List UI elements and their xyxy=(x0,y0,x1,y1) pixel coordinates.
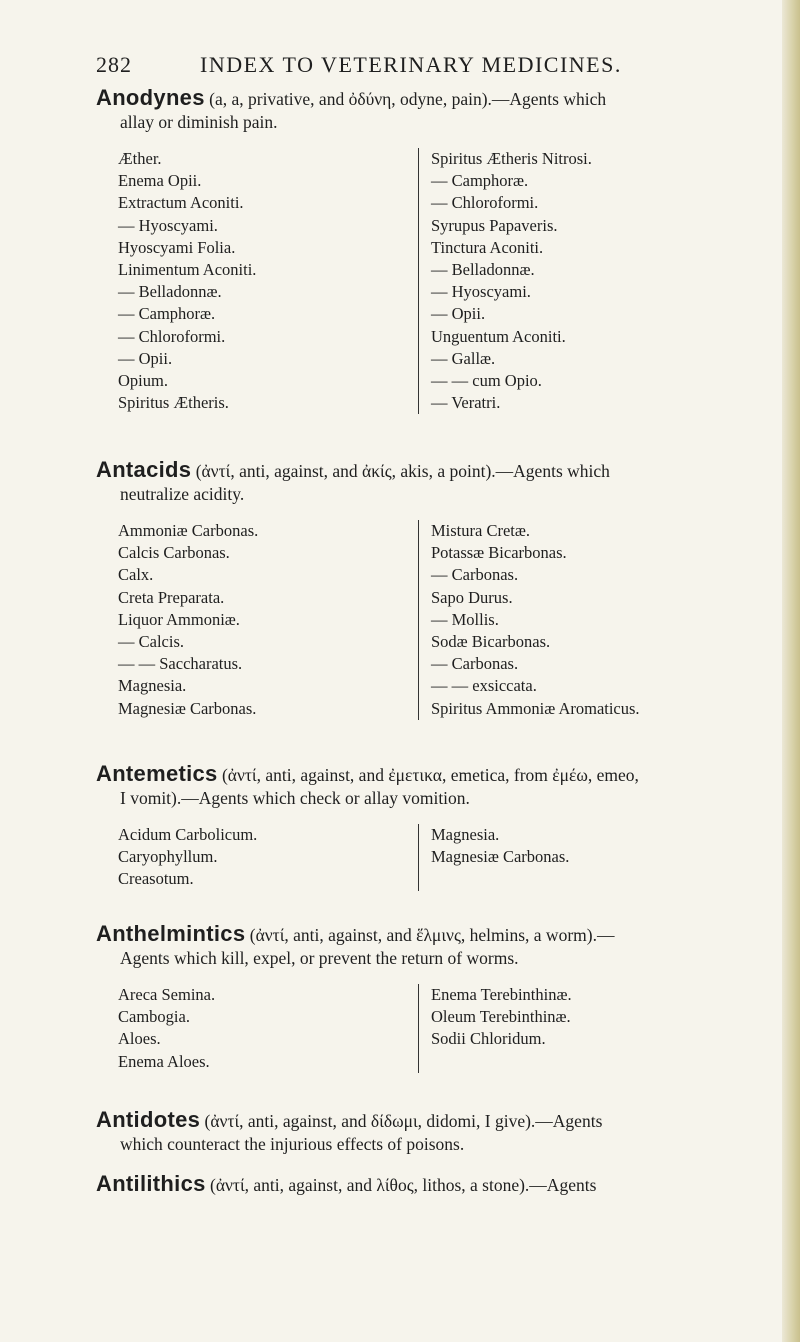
entry-antilithics xyxy=(96,1172,761,1197)
medicine-list xyxy=(96,824,761,891)
entry-etymology: (ἀντί, anti, against, and δίδωμι, didomi, I give).—Agents xyxy=(204,1111,603,1131)
list-item: — Carbonas. xyxy=(431,654,519,674)
medicine-column-left xyxy=(118,520,419,720)
medicine-column-left xyxy=(118,824,419,891)
list-item: — Gallæ. xyxy=(431,348,496,368)
entry-heading xyxy=(96,762,761,810)
entry-heading xyxy=(96,458,761,506)
entry-etymology: (ἀντί, anti, against, and λίθος, lithos, a stone).—Agents xyxy=(210,1175,597,1195)
entry-definition: neutralize acidity. xyxy=(120,484,245,504)
list-item: Magnesiæ Carbonas. xyxy=(431,847,570,867)
entry-heading xyxy=(96,1108,761,1156)
list-item: Potassæ Bicarbonas. xyxy=(431,543,567,563)
medicine-column-right xyxy=(419,520,640,720)
entry-etymology: (ἀντί, anti, against, and ἐμετικα, emetica, from ἐμέω, emeo, xyxy=(221,765,639,785)
list-item: Magnesia. xyxy=(118,676,187,696)
entry-definition: allay or diminish pain. xyxy=(120,112,278,132)
list-item: Caryophyllum. xyxy=(118,847,218,867)
medicine-column-left xyxy=(118,148,419,414)
entry-term: Anthelmintics xyxy=(96,921,246,946)
medicine-list xyxy=(96,148,761,414)
running-title: INDEX TO VETERINARY MEDICINES. xyxy=(200,52,622,77)
list-item: Creta Preparata. xyxy=(118,587,225,607)
list-item: — — cum Opio. xyxy=(431,371,542,391)
entry-term: Antemetics xyxy=(96,761,218,786)
entry-antacids xyxy=(96,458,761,720)
medicine-column-right xyxy=(419,984,572,1073)
list-item: Cambogia. xyxy=(118,1007,190,1027)
page-edge-binding xyxy=(782,0,800,1342)
list-item: — Chloroformi. xyxy=(431,193,539,213)
list-item: — Calcis. xyxy=(118,632,184,652)
entry-term: Antilithics xyxy=(96,1171,206,1196)
page-number: 282 xyxy=(96,52,132,77)
list-item: — Camphoræ. xyxy=(431,171,529,191)
list-item: — Chloroformi. xyxy=(118,326,226,346)
list-item: Acidum Carbolicum. xyxy=(118,825,258,844)
list-item: — Carbonas. xyxy=(431,565,519,585)
list-item: Oleum Terebinthinæ. xyxy=(431,1007,571,1027)
list-item: Sodii Chloridum. xyxy=(431,1029,546,1049)
medicine-list xyxy=(96,984,761,1073)
list-item: Sodæ Bicarbonas. xyxy=(431,632,551,652)
list-item: Linimentum Aconiti. xyxy=(118,260,257,280)
list-item: — Belladonnæ. xyxy=(118,282,222,302)
list-item: Enema Aloes. xyxy=(118,1051,210,1071)
list-item: — Camphoræ. xyxy=(118,304,216,324)
list-item: Tinctura Aconiti. xyxy=(431,237,544,257)
list-item: Sapo Durus. xyxy=(431,587,513,607)
list-item: Spiritus Ætheris. xyxy=(118,393,229,413)
entry-antemetics xyxy=(96,762,761,891)
entry-antidotes xyxy=(96,1108,761,1156)
medicine-list xyxy=(96,520,761,720)
list-item: Aloes. xyxy=(118,1029,161,1049)
list-item: Spiritus Ammoniæ Aromaticus. xyxy=(431,698,640,718)
entry-anodynes xyxy=(96,86,761,414)
entry-etymology: (ἀντί, anti, against, and ἕλμινς, helmins, a worm).— xyxy=(249,925,615,945)
medicine-column-right xyxy=(419,824,569,891)
list-item: — Belladonnæ. xyxy=(431,260,535,280)
list-item: — Hyoscyami. xyxy=(431,282,531,302)
entry-definition: which counteract the injurious effects of poisons. xyxy=(120,1134,465,1154)
list-item: Calx. xyxy=(118,565,154,585)
list-item: Spiritus Ætheris Nitrosi. xyxy=(431,149,592,168)
list-item: Opium. xyxy=(118,371,168,391)
list-item: — Mollis. xyxy=(431,609,499,629)
list-item: — — Saccharatus. xyxy=(118,654,243,674)
entry-definition: I vomit).—Agents which check or allay vomition. xyxy=(120,788,470,808)
list-item: Unguentum Aconiti. xyxy=(431,326,566,346)
list-item: Æther. xyxy=(118,149,162,168)
entry-heading xyxy=(96,922,761,970)
list-item: Syrupus Papaveris. xyxy=(431,215,558,235)
list-item: — Veratri. xyxy=(431,393,501,413)
entry-etymology: (a, a, privative, and ὀδύνη, odyne, pain).—Agents which xyxy=(209,89,607,109)
list-item: Extractum Aconiti. xyxy=(118,193,244,213)
entry-term: Antidotes xyxy=(96,1107,201,1132)
list-item: Calcis Carbonas. xyxy=(118,543,230,563)
list-item: — — exsiccata. xyxy=(431,676,537,696)
medicine-column-right xyxy=(419,148,592,414)
entry-heading xyxy=(96,1172,761,1197)
list-item: — Opii. xyxy=(118,348,173,368)
list-item: Magnesiæ Carbonas. xyxy=(118,698,257,718)
list-item: Mistura Cretæ. xyxy=(431,521,530,540)
list-item: — Hyoscyami. xyxy=(118,215,218,235)
list-item: Creasotum. xyxy=(118,869,194,889)
list-item: Ammoniæ Carbonas. xyxy=(118,521,259,540)
list-item: Hyoscyami Folia. xyxy=(118,237,236,257)
entry-anthelmintics xyxy=(96,922,761,1073)
entry-etymology: (ἀντί, anti, against, and ἀκίς, akis, a point).—Agents which xyxy=(195,461,610,481)
list-item: Areca Semina. xyxy=(118,985,216,1004)
entry-term: Anodynes xyxy=(96,85,205,110)
medicine-column-left xyxy=(118,984,419,1073)
list-item: — Opii. xyxy=(431,304,486,324)
list-item: Liquor Ammoniæ. xyxy=(118,609,240,629)
entry-definition: Agents which kill, expel, or prevent the return of worms. xyxy=(120,948,519,968)
entry-term: Antacids xyxy=(96,457,192,482)
list-item: Enema Opii. xyxy=(118,171,202,191)
list-item: Magnesia. xyxy=(431,825,500,844)
entry-heading xyxy=(96,86,761,134)
list-item: Enema Terebinthinæ. xyxy=(431,985,572,1004)
